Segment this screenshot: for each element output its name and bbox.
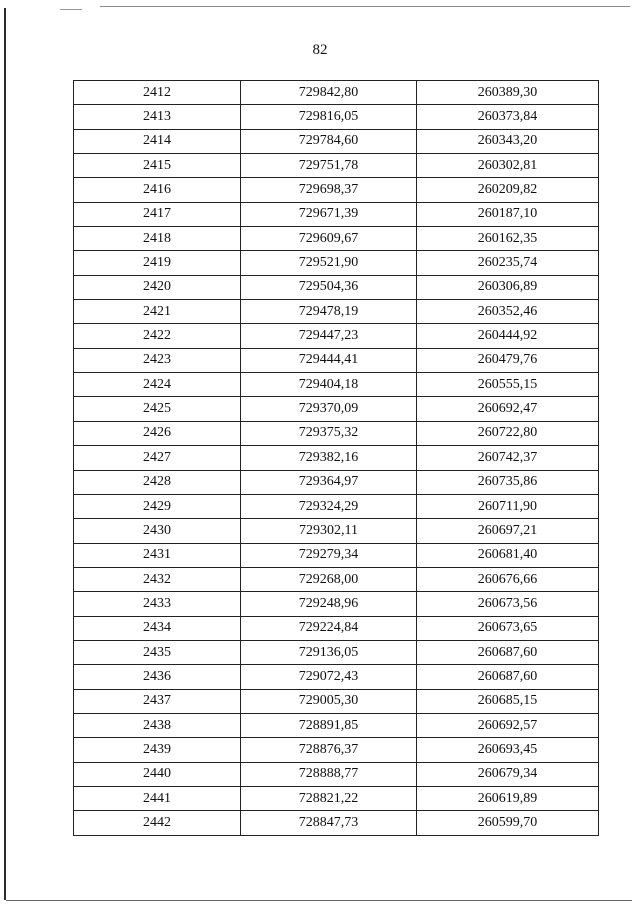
y-coordinate-cell: 260679,34 (417, 762, 599, 786)
x-coordinate-cell: 729784,60 (241, 129, 417, 153)
table-row (74, 251, 599, 275)
y-coordinate-cell: 260555,15 (417, 373, 599, 397)
point-number-cell: 2417 (74, 202, 241, 226)
point-number-cell: 2415 (74, 154, 241, 178)
table-row (74, 640, 599, 664)
x-coordinate-cell: 729136,05 (241, 640, 417, 664)
x-coordinate-cell: 729005,30 (241, 689, 417, 713)
point-number-cell: 2439 (74, 738, 241, 762)
x-coordinate-cell: 729224,84 (241, 616, 417, 640)
y-coordinate-cell: 260599,70 (417, 811, 599, 835)
table-row (74, 567, 599, 591)
table-row (74, 81, 599, 105)
scan-border-top (100, 6, 630, 7)
x-coordinate-cell: 729375,32 (241, 421, 417, 445)
page-number: 82 (312, 42, 328, 58)
y-coordinate-cell: 260306,89 (417, 275, 599, 299)
y-coordinate-cell: 260692,47 (417, 397, 599, 421)
table-row (74, 202, 599, 226)
x-coordinate-cell: 729268,00 (241, 567, 417, 591)
x-coordinate-cell: 729751,78 (241, 154, 417, 178)
y-coordinate-cell: 260681,40 (417, 543, 599, 567)
table-row (74, 275, 599, 299)
y-coordinate-cell: 260735,86 (417, 470, 599, 494)
table-row (74, 592, 599, 616)
y-coordinate-cell: 260302,81 (417, 154, 599, 178)
point-number-cell: 2431 (74, 543, 241, 567)
scan-border-left (4, 8, 6, 900)
x-coordinate-cell: 729816,05 (241, 105, 417, 129)
point-number-cell: 2416 (74, 178, 241, 202)
x-coordinate-cell: 729302,11 (241, 519, 417, 543)
table-row (74, 616, 599, 640)
table-row (74, 324, 599, 348)
point-number-cell: 2419 (74, 251, 241, 275)
y-coordinate-cell: 260162,35 (417, 227, 599, 251)
y-coordinate-cell: 260352,46 (417, 300, 599, 324)
coordinates-table (73, 80, 599, 836)
table-row (74, 446, 599, 470)
y-coordinate-cell: 260722,80 (417, 421, 599, 445)
x-coordinate-cell: 729447,23 (241, 324, 417, 348)
y-coordinate-cell: 260676,66 (417, 567, 599, 591)
table-row (74, 713, 599, 737)
point-number-cell: 2436 (74, 665, 241, 689)
y-coordinate-cell: 260389,30 (417, 81, 599, 105)
y-coordinate-cell: 260373,84 (417, 105, 599, 129)
table-row (74, 689, 599, 713)
y-coordinate-cell: 260619,89 (417, 786, 599, 810)
point-number-cell: 2414 (74, 129, 241, 153)
point-number-cell: 2433 (74, 592, 241, 616)
x-coordinate-cell: 729324,29 (241, 494, 417, 518)
y-coordinate-cell: 260742,37 (417, 446, 599, 470)
y-coordinate-cell: 260235,74 (417, 251, 599, 275)
table-row (74, 178, 599, 202)
y-coordinate-cell: 260687,60 (417, 665, 599, 689)
x-coordinate-cell: 729842,80 (241, 81, 417, 105)
y-coordinate-cell: 260697,21 (417, 519, 599, 543)
table-row (74, 811, 599, 835)
y-coordinate-cell: 260693,45 (417, 738, 599, 762)
point-number-cell: 2430 (74, 519, 241, 543)
y-coordinate-cell: 260343,20 (417, 129, 599, 153)
scan-border-top-mark (60, 9, 82, 10)
x-coordinate-cell: 729404,18 (241, 373, 417, 397)
table-row (74, 738, 599, 762)
x-coordinate-cell: 728888,77 (241, 762, 417, 786)
point-number-cell: 2425 (74, 397, 241, 421)
table-row (74, 373, 599, 397)
y-coordinate-cell: 260209,82 (417, 178, 599, 202)
table-row (74, 397, 599, 421)
x-coordinate-cell: 728876,37 (241, 738, 417, 762)
table-row (74, 543, 599, 567)
y-coordinate-cell: 260673,65 (417, 616, 599, 640)
point-number-cell: 2412 (74, 81, 241, 105)
table-row (74, 300, 599, 324)
x-coordinate-cell: 729504,36 (241, 275, 417, 299)
x-coordinate-cell: 729279,34 (241, 543, 417, 567)
point-number-cell: 2426 (74, 421, 241, 445)
point-number-cell: 2438 (74, 713, 241, 737)
point-number-cell: 2429 (74, 494, 241, 518)
y-coordinate-cell: 260479,76 (417, 348, 599, 372)
y-coordinate-cell: 260685,15 (417, 689, 599, 713)
x-coordinate-cell: 729072,43 (241, 665, 417, 689)
x-coordinate-cell: 729370,09 (241, 397, 417, 421)
x-coordinate-cell: 729248,96 (241, 592, 417, 616)
table-row (74, 129, 599, 153)
point-number-cell: 2428 (74, 470, 241, 494)
table-row (74, 762, 599, 786)
point-number-cell: 2420 (74, 275, 241, 299)
point-number-cell: 2442 (74, 811, 241, 835)
x-coordinate-cell: 729478,19 (241, 300, 417, 324)
point-number-cell: 2437 (74, 689, 241, 713)
point-number-cell: 2422 (74, 324, 241, 348)
point-number-cell: 2441 (74, 786, 241, 810)
x-coordinate-cell: 729382,16 (241, 446, 417, 470)
point-number-cell: 2435 (74, 640, 241, 664)
point-number-cell: 2434 (74, 616, 241, 640)
x-coordinate-cell: 729698,37 (241, 178, 417, 202)
table-row (74, 105, 599, 129)
point-number-cell: 2432 (74, 567, 241, 591)
point-number-cell: 2413 (74, 105, 241, 129)
table-row (74, 154, 599, 178)
y-coordinate-cell: 260673,56 (417, 592, 599, 616)
point-number-cell: 2418 (74, 227, 241, 251)
x-coordinate-cell: 729364,97 (241, 470, 417, 494)
y-coordinate-cell: 260692,57 (417, 713, 599, 737)
x-coordinate-cell: 728847,73 (241, 811, 417, 835)
scan-border-bottom (6, 900, 632, 901)
point-number-cell: 2423 (74, 348, 241, 372)
table-row (74, 665, 599, 689)
x-coordinate-cell: 729609,67 (241, 227, 417, 251)
table-row (74, 494, 599, 518)
table-row (74, 227, 599, 251)
point-number-cell: 2427 (74, 446, 241, 470)
table-row (74, 786, 599, 810)
table-row (74, 421, 599, 445)
x-coordinate-cell: 728821,22 (241, 786, 417, 810)
point-number-cell: 2440 (74, 762, 241, 786)
y-coordinate-cell: 260187,10 (417, 202, 599, 226)
x-coordinate-cell: 728891,85 (241, 713, 417, 737)
x-coordinate-cell: 729444,41 (241, 348, 417, 372)
y-coordinate-cell: 260444,92 (417, 324, 599, 348)
table-row (74, 470, 599, 494)
point-number-cell: 2421 (74, 300, 241, 324)
y-coordinate-cell: 260687,60 (417, 640, 599, 664)
table-row (74, 348, 599, 372)
table-row (74, 519, 599, 543)
point-number-cell: 2424 (74, 373, 241, 397)
y-coordinate-cell: 260711,90 (417, 494, 599, 518)
coordinates-table-body (74, 81, 599, 836)
x-coordinate-cell: 729521,90 (241, 251, 417, 275)
x-coordinate-cell: 729671,39 (241, 202, 417, 226)
